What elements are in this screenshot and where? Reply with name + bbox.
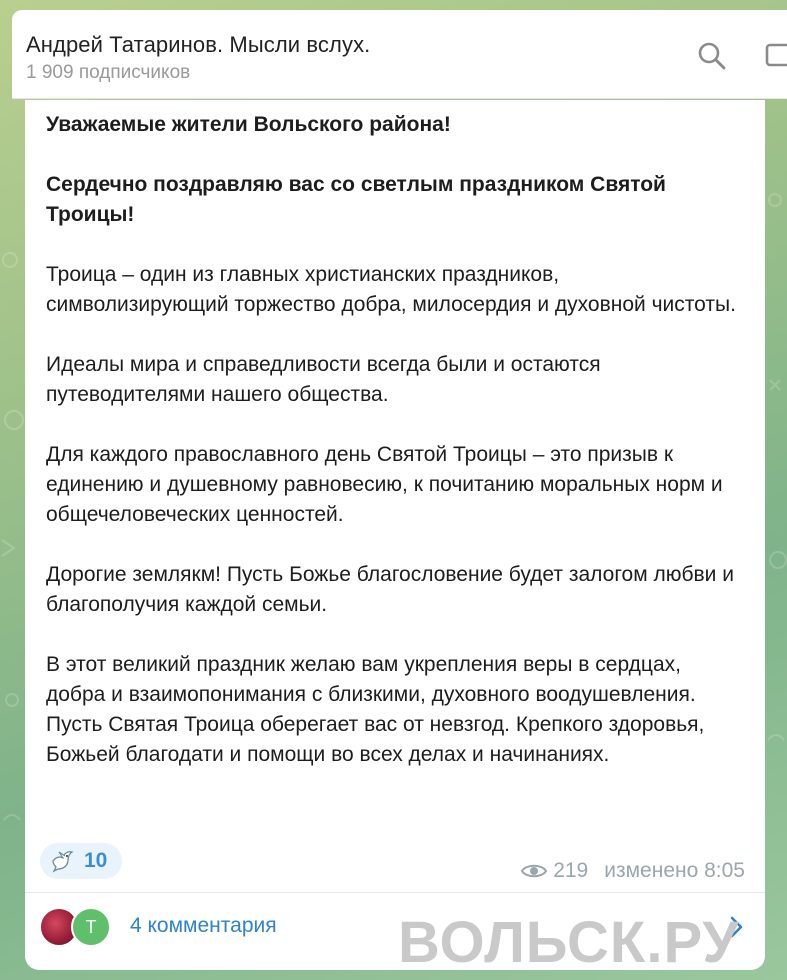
subscriber-count: 1 909 подписчиков bbox=[26, 62, 191, 83]
dove-icon bbox=[50, 848, 76, 874]
eye-icon bbox=[521, 862, 547, 880]
panel-icon bbox=[764, 40, 787, 70]
divider bbox=[25, 892, 765, 893]
channel-title[interactable]: Андрей Татаринов. Мысли вслух. bbox=[26, 32, 371, 57]
comments-link[interactable]: 4 комментария bbox=[130, 914, 277, 937]
message-paragraph: Для каждого православного день Святой Троицы – это призыв к единению и душевному равновесию, к почитанию моральных норм и общечеловеческих ценностей. bbox=[46, 443, 723, 526]
watermark: ВОЛЬСК.РУ bbox=[398, 910, 740, 975]
message-bubble bbox=[25, 100, 765, 970]
search-button[interactable] bbox=[696, 40, 728, 72]
message-text bbox=[46, 110, 746, 800]
chat-header bbox=[12, 10, 787, 99]
congratulation-paragraph: Сердечно поздравляю вас со светлым праздником Святой Троицы! bbox=[46, 173, 666, 226]
message-paragraph: Дорогие землякм! Пусть Божье благословение будет залогом любви и благополучия каждой семьи. bbox=[46, 563, 734, 616]
edited-time: изменено 8:05 bbox=[604, 859, 745, 882]
reaction-count: 10 bbox=[84, 849, 108, 872]
search-icon bbox=[696, 40, 728, 72]
avatar: Т bbox=[71, 907, 111, 947]
reaction-button[interactable] bbox=[40, 843, 122, 879]
side-panel-button[interactable] bbox=[764, 40, 787, 70]
message-paragraph: В этот великий праздник желаю вам укрепления веры в сердцах, добра и взаимопонимания с близкими, духовного воодушевления. Пусть Святая Троица оберегает вас от невзгод. Крепкого здоровья, Божьей благодати и помощи во всех делах и начинаниях. bbox=[46, 653, 705, 766]
message-paragraph: Идеалы мира и справедливости всегда были и остаются путеводителями нашего общества. bbox=[46, 353, 601, 406]
greeting-paragraph: Уважаемые жители Вольского района! bbox=[46, 113, 451, 136]
message-meta bbox=[521, 859, 745, 883]
view-count: 219 bbox=[553, 859, 589, 882]
message-paragraph: Троица – один из главных христианских праздников, символизирующий торжество добра, милосердия и духовной чистоты. bbox=[46, 263, 736, 316]
